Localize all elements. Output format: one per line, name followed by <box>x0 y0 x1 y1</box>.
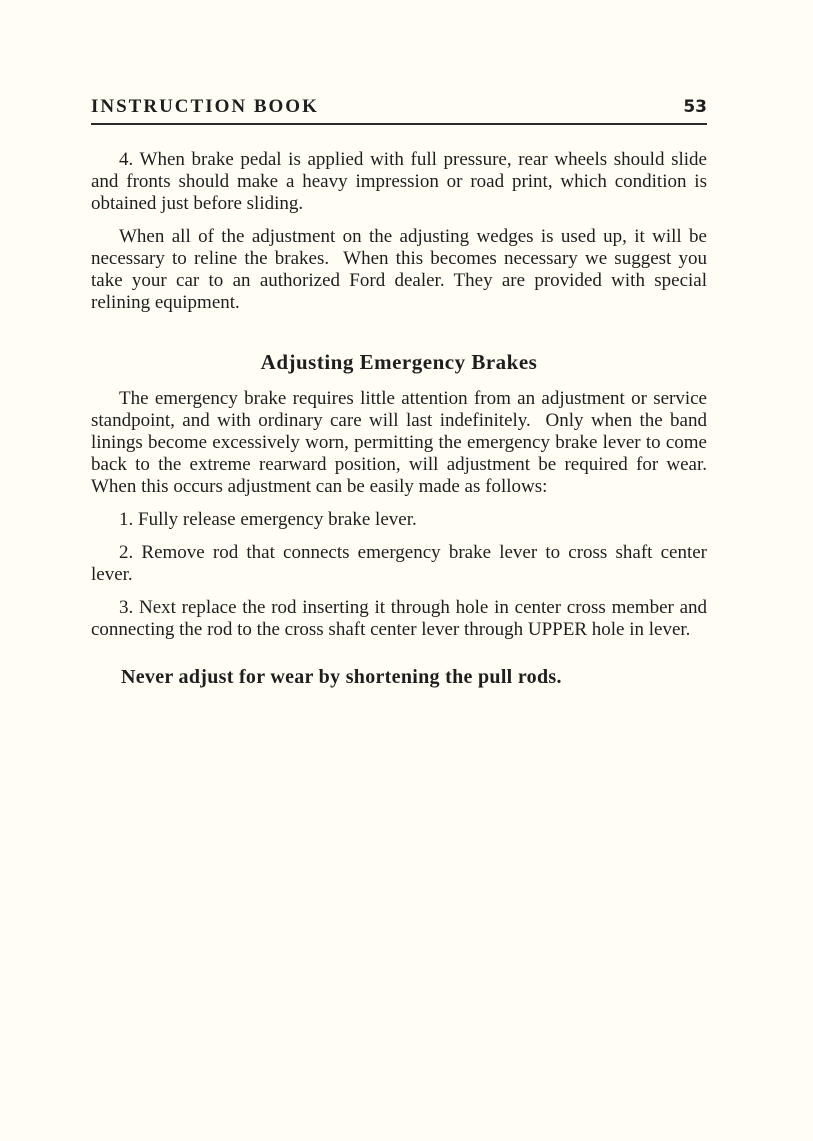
step-3: 3. Next replace the rod inserting it through hole in center cross member and connecting the rod to the cross shaft center lever through UPPER hole in lever. <box>91 597 712 640</box>
paragraph-brake-pedal: 4. When brake pedal is applied with full pressure, rear wheels should slide and fronts should make a heavy impression or road print, which condition is obtained just before sliding. <box>91 149 712 214</box>
step-2: 2. Remove rod that connects emergency brake lever to cross shaft center lever. <box>91 542 712 585</box>
step-1: 1. Fully release emergency brake lever. <box>119 509 417 530</box>
paragraph-relining: When all of the adjustment on the adjusting wedges is used up, it will be necessary to reline the brakes. When this becomes necessary we suggest you take your car to an authorized Ford dealer. They are provided with special relining equipment. <box>91 226 712 313</box>
paragraph-emergency-intro: The emergency brake requires little attention from an adjustment or service standpoint, and with ordinary care will last indefinitely. Only when the band linings become excessively worn, permitting the emergency brake lever to come back to the extreme rearward position, will adjustment be required for wear. When this occurs adjustment can be easily made as follows: <box>91 388 717 497</box>
warning-line: Never adjust for wear by shortening the pull rods. <box>121 666 562 688</box>
page-header <box>91 96 707 118</box>
section-heading: Adjusting Emergency Brakes <box>260 350 538 374</box>
header-rule <box>91 123 707 125</box>
page-number: 53 <box>683 97 707 117</box>
running-title: INSTRUCTION BOOK <box>91 96 319 117</box>
page-body <box>91 149 717 689</box>
